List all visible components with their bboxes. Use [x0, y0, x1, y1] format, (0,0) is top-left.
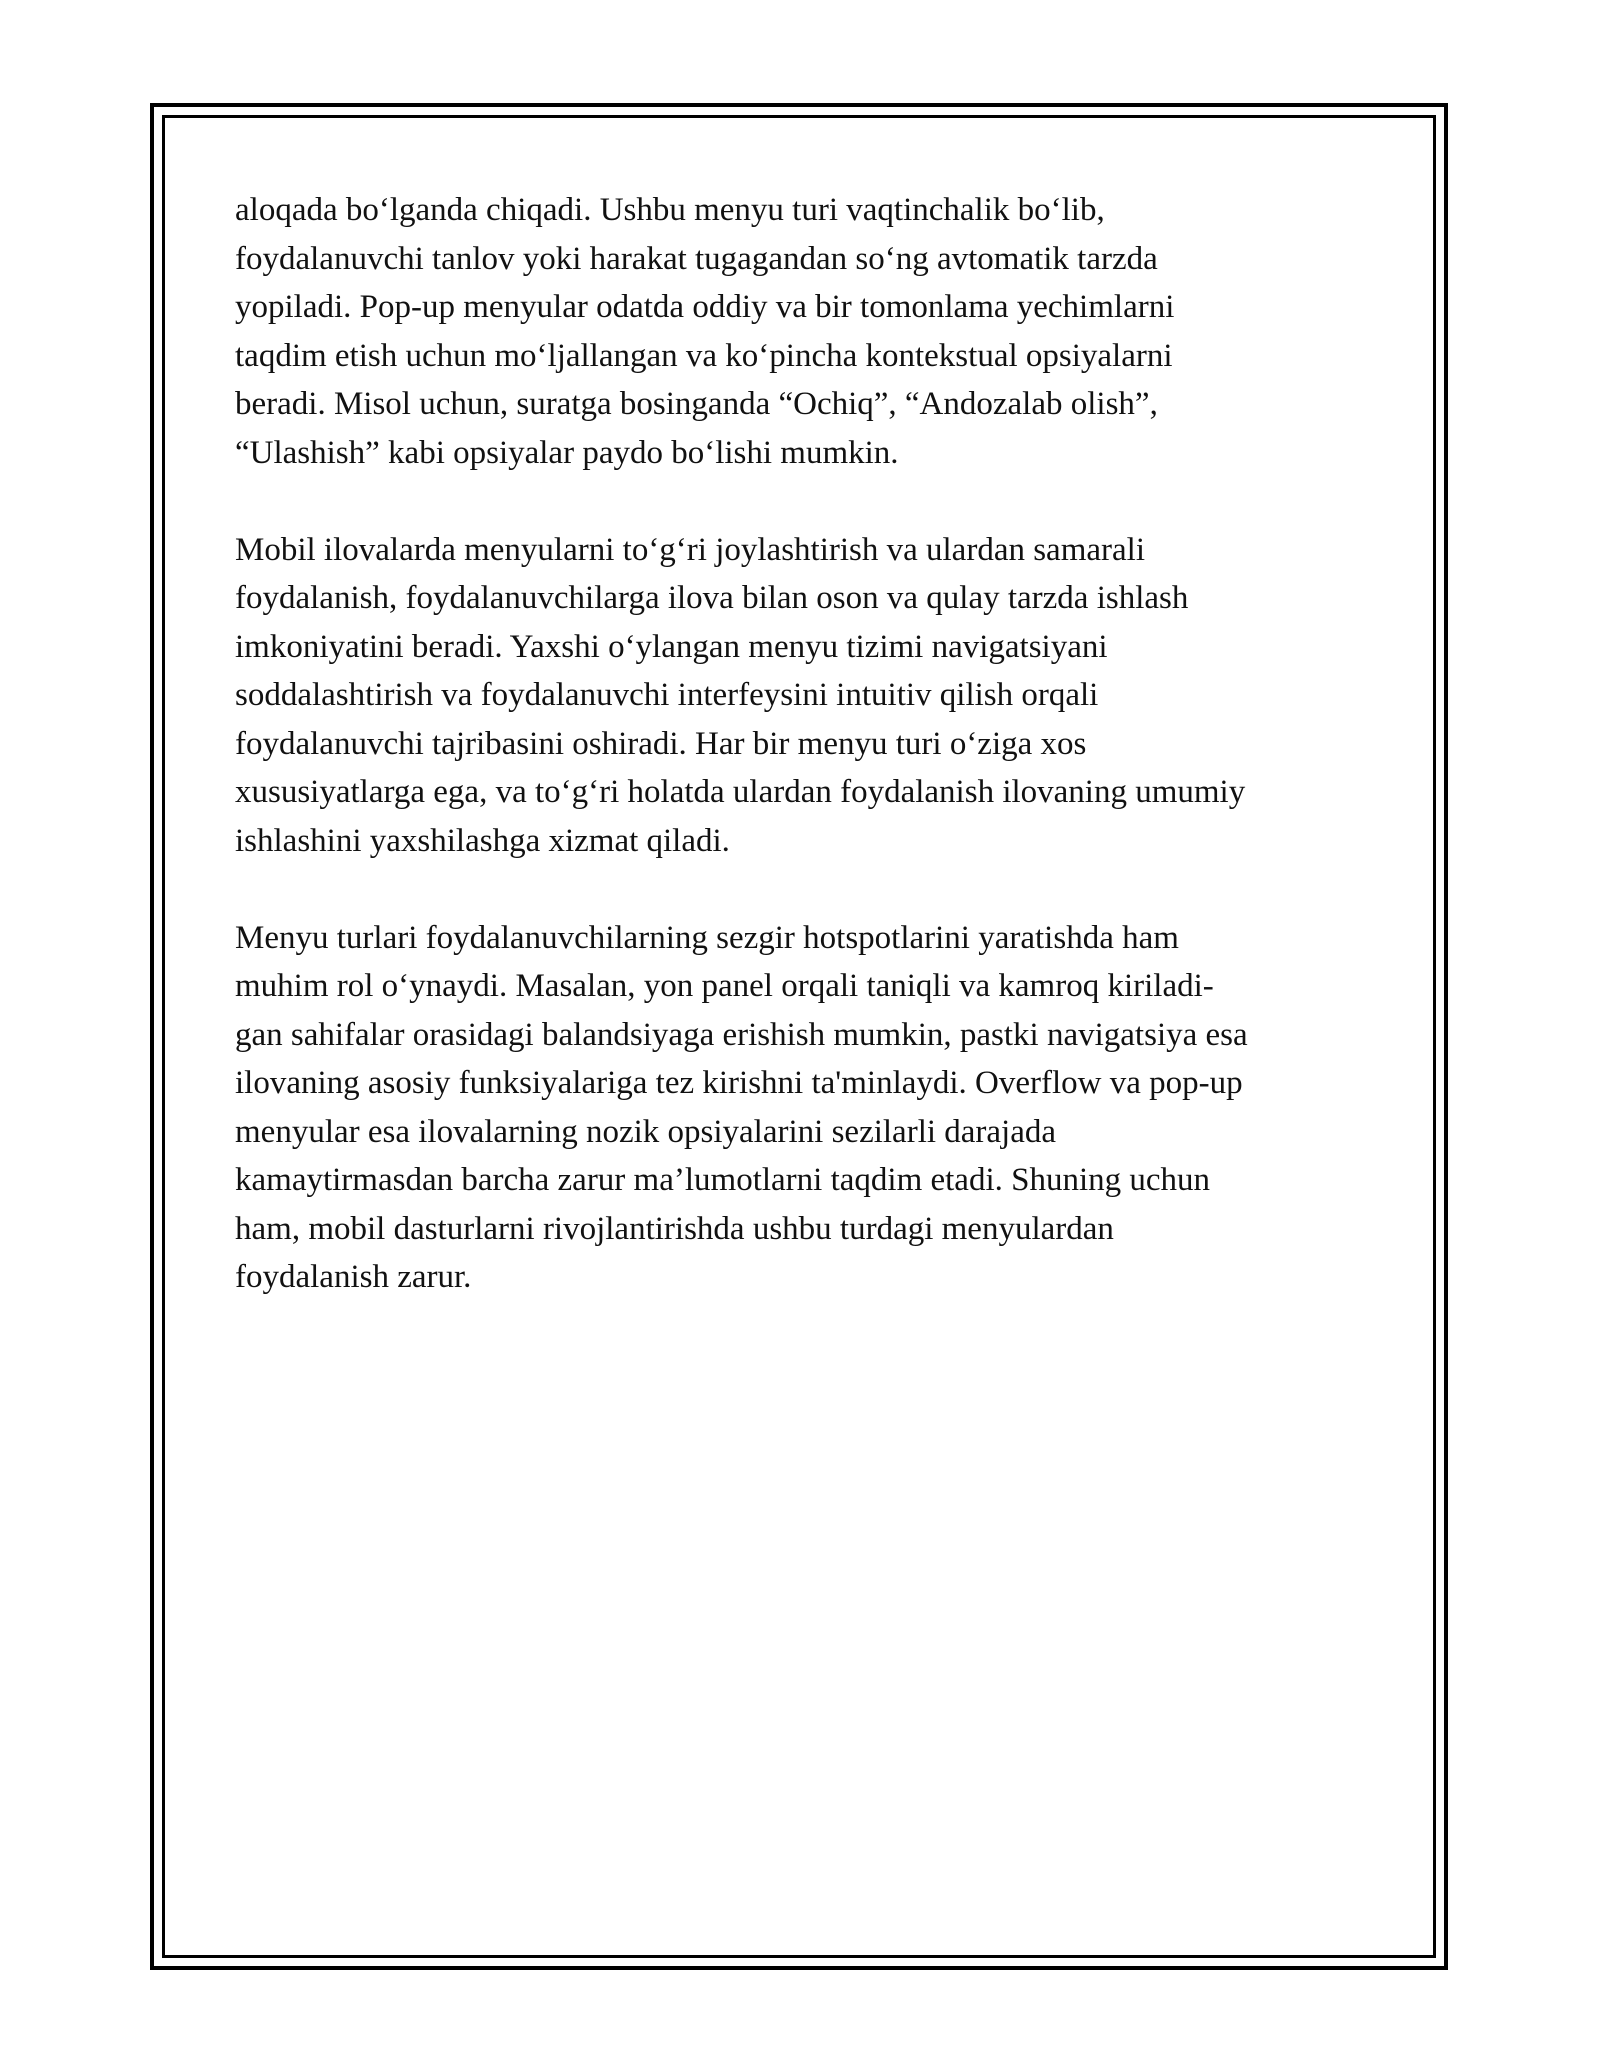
text-line: xususiyatlarga ega, va to‘g‘ri holatda ulardan foydalanish ilovaning umumiy	[235, 774, 1246, 810]
text-line: menyular esa ilovalarning nozik opsiyalarini sezilarli darajada	[235, 1113, 1057, 1150]
text-line: imkoniyatini beradi. Yaxshi o‘ylangan menyu tizimi navigatsiyani	[235, 628, 1108, 665]
paragraph-1	[235, 186, 1375, 477]
text-line: beradi. Misol uchun, suratga bosinganda “Ochiq”, “Andozalab olish”,	[235, 386, 1158, 422]
paragraph-3	[235, 914, 1375, 1302]
text-line: “Ulashish” kabi opsiyalar paydo bo‘lishi mumkin.	[235, 434, 899, 471]
text-line: Menyu turlari foydalanuvchilarning sezgir hotspotlarini yaratishda ham	[235, 919, 1179, 956]
paragraph-2	[235, 526, 1375, 866]
text-line: gan sahifalar orasidagi balandsiyaga erishish mumkin, pastki navigatsiya esa	[235, 1016, 1248, 1053]
text-line: foydalanuvchi tanlov yoki harakat tugagandan so‘ng avtomatik tarzda	[235, 240, 1158, 277]
text-line: ilovaning asosiy funksiyalariga tez kirishni ta'minlaydi. Overflow va pop-up	[235, 1065, 1243, 1101]
text-line: ishlashini yaxshilashga xizmat qiladi.	[235, 822, 730, 859]
text-line: foydalanish, foydalanuvchilarga ilova bilan oson va qulay tarzda ishlash	[235, 580, 1189, 616]
text-line: kamaytirmasdan barcha zarur ma’lumotlarni taqdim etadi. Shuning uchun	[235, 1162, 1211, 1198]
text-line: Mobil ilovalarda menyularni to‘g‘ri joylashtirish va ulardan samarali	[235, 531, 1145, 568]
text-line: foydalanish zarur.	[235, 1259, 472, 1295]
text-line: ham, mobil dasturlarni rivojlantirishda ushbu turdagi menyulardan	[235, 1210, 1114, 1247]
text-line: soddalashtirish va foydalanuvchi interfeysini intuitiv qilish orqali	[235, 677, 1099, 713]
text-line: aloqada bo‘lganda chiqadi. Ushbu menyu turi vaqtinchalik bo‘lib,	[235, 192, 1105, 228]
document-body	[235, 186, 1375, 1350]
text-line: yopiladi. Pop-up menyular odatda oddiy va bir tomonlama yechimlarni	[235, 289, 1175, 325]
text-line: taqdim etish uchun mo‘ljallangan va ko‘pincha kontekstual opsiyalarni	[235, 337, 1173, 374]
text-line: muhim rol o‘ynaydi. Masalan, yon panel orqali taniqli va kamroq kiriladi-	[235, 968, 1214, 1004]
text-line: foydalanuvchi tajribasini oshiradi. Har bir menyu turi o‘ziga xos	[235, 725, 1087, 762]
